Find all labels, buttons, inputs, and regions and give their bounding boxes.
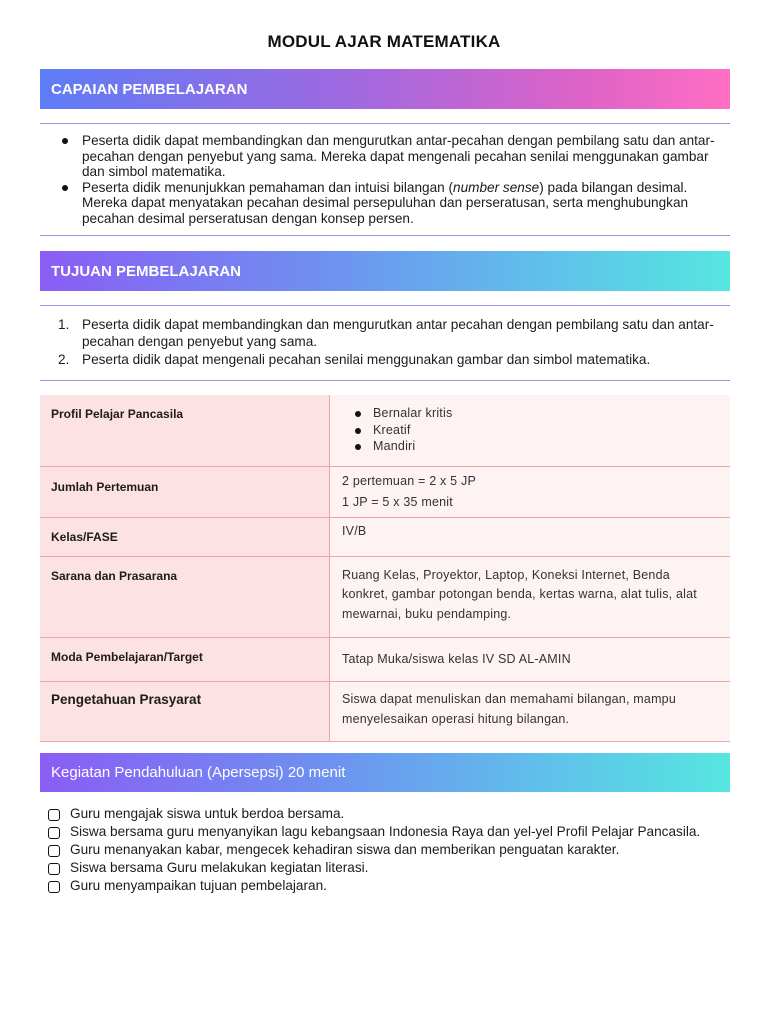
checkbox[interactable] — [48, 827, 60, 839]
table-row — [40, 682, 730, 742]
divider — [40, 123, 730, 124]
table-row — [40, 637, 730, 682]
sarana-value: Ruang Kelas, Proyektor, Laptop, Koneksi Internet, Benda konkret, gambar potongan benda, kertas warna, alat tulis, alat mewarnai, buku pendamping. — [330, 556, 731, 637]
moda-label: Moda Pembelajaran/Target — [40, 637, 330, 682]
checkbox[interactable] — [48, 845, 60, 857]
pendahuluan-heading: Kegiatan Pendahuluan (Apersepsi) 20 menit — [40, 753, 730, 792]
table-row — [40, 395, 730, 466]
bullet-icon — [355, 428, 361, 434]
checklist-item: Siswa bersama guru menyanyikan lagu kebangsaan Indonesia Raya dan yel-yel Profil Pelajar Pancasila. — [46, 823, 726, 841]
checkbox[interactable] — [48, 881, 60, 893]
list-item: 2. Peserta didik dapat mengenali pecahan senilai menggunakan gambar dan simbol matematika. — [58, 352, 651, 367]
bullet-icon — [62, 138, 68, 144]
sarana-label: Sarana dan Prasarana — [40, 556, 330, 637]
list-item: Mandiri — [342, 438, 718, 455]
bullet-icon — [62, 185, 68, 191]
divider — [40, 380, 730, 381]
info-table — [40, 395, 730, 742]
list-item: Kreatif — [342, 422, 718, 439]
list-item: 1. Peserta didik dapat membandingkan dan mengurutkan antar pecahan dengan pembilang satu dan antar-pecahan dengan penyebut yang sama. — [58, 317, 714, 349]
checkbox[interactable] — [48, 863, 60, 875]
bullet-icon — [355, 444, 361, 450]
table-row — [40, 466, 730, 517]
kelas-label: Kelas/FASE — [40, 517, 330, 556]
checklist-item: Guru menyampaikan tujuan pembelajaran. — [46, 877, 726, 895]
prasyarat-value: Siswa dapat menuliskan dan memahami bilangan, mampu menyelesaikan operasi hitung bilangan. — [330, 682, 731, 742]
list-item: Peserta didik dapat membandingkan dan mengurutkan antar-pecahan dengan pembilang satu dan antar-pecahan dengan penyebut yang sama. Mereka dapat mengenali pecahan senilai menggunakan gambar dan simbol matematika. — [40, 133, 730, 180]
kelas-value: IV/B — [330, 517, 731, 556]
checklist-item: Guru menanyakan kabar, mengecek kehadiran siswa dan memberikan penguatan karakter. — [46, 841, 726, 859]
checklist-item: Guru mengajak siswa untuk berdoa bersama. — [46, 805, 726, 823]
list-item: Peserta didik menunjukkan pemahaman dan intuisi bilangan (number sense) pada bilangan desimal. Mereka dapat menyatakan pecahan desimal persepuluhan dan perseratusan, serta menghubungkan pecahan desimal perseratusan dengan konsep persen. — [40, 180, 730, 227]
capaian-list — [40, 133, 730, 226]
page-title: MODUL AJAR MATEMATIKA — [267, 32, 501, 51]
checkbox[interactable] — [48, 809, 60, 821]
checklist-item: Siswa bersama Guru melakukan kegiatan literasi. — [46, 859, 726, 877]
list-item: Bernalar kritis — [342, 405, 718, 422]
moda-value: Tatap Muka/siswa kelas IV SD AL-AMIN — [330, 637, 731, 682]
table-row — [40, 556, 730, 637]
divider — [40, 235, 730, 236]
jumlah-value: 2 pertemuan = 2 x 5 JP 1 JP = 5 x 35 menit — [330, 466, 731, 517]
capaian-heading: CAPAIAN PEMBELAJARAN — [40, 69, 730, 109]
pendahuluan-checklist — [46, 805, 726, 895]
profil-label: Profil Pelajar Pancasila — [40, 395, 330, 466]
prasyarat-label: Pengetahuan Prasyarat — [40, 682, 330, 742]
divider — [40, 305, 730, 306]
tujuan-list — [40, 316, 730, 369]
jumlah-label: Jumlah Pertemuan — [40, 466, 330, 517]
tujuan-heading: TUJUAN PEMBELAJARAN — [40, 251, 730, 291]
bullet-icon — [355, 411, 361, 417]
profil-value — [330, 395, 731, 466]
table-row — [40, 517, 730, 556]
